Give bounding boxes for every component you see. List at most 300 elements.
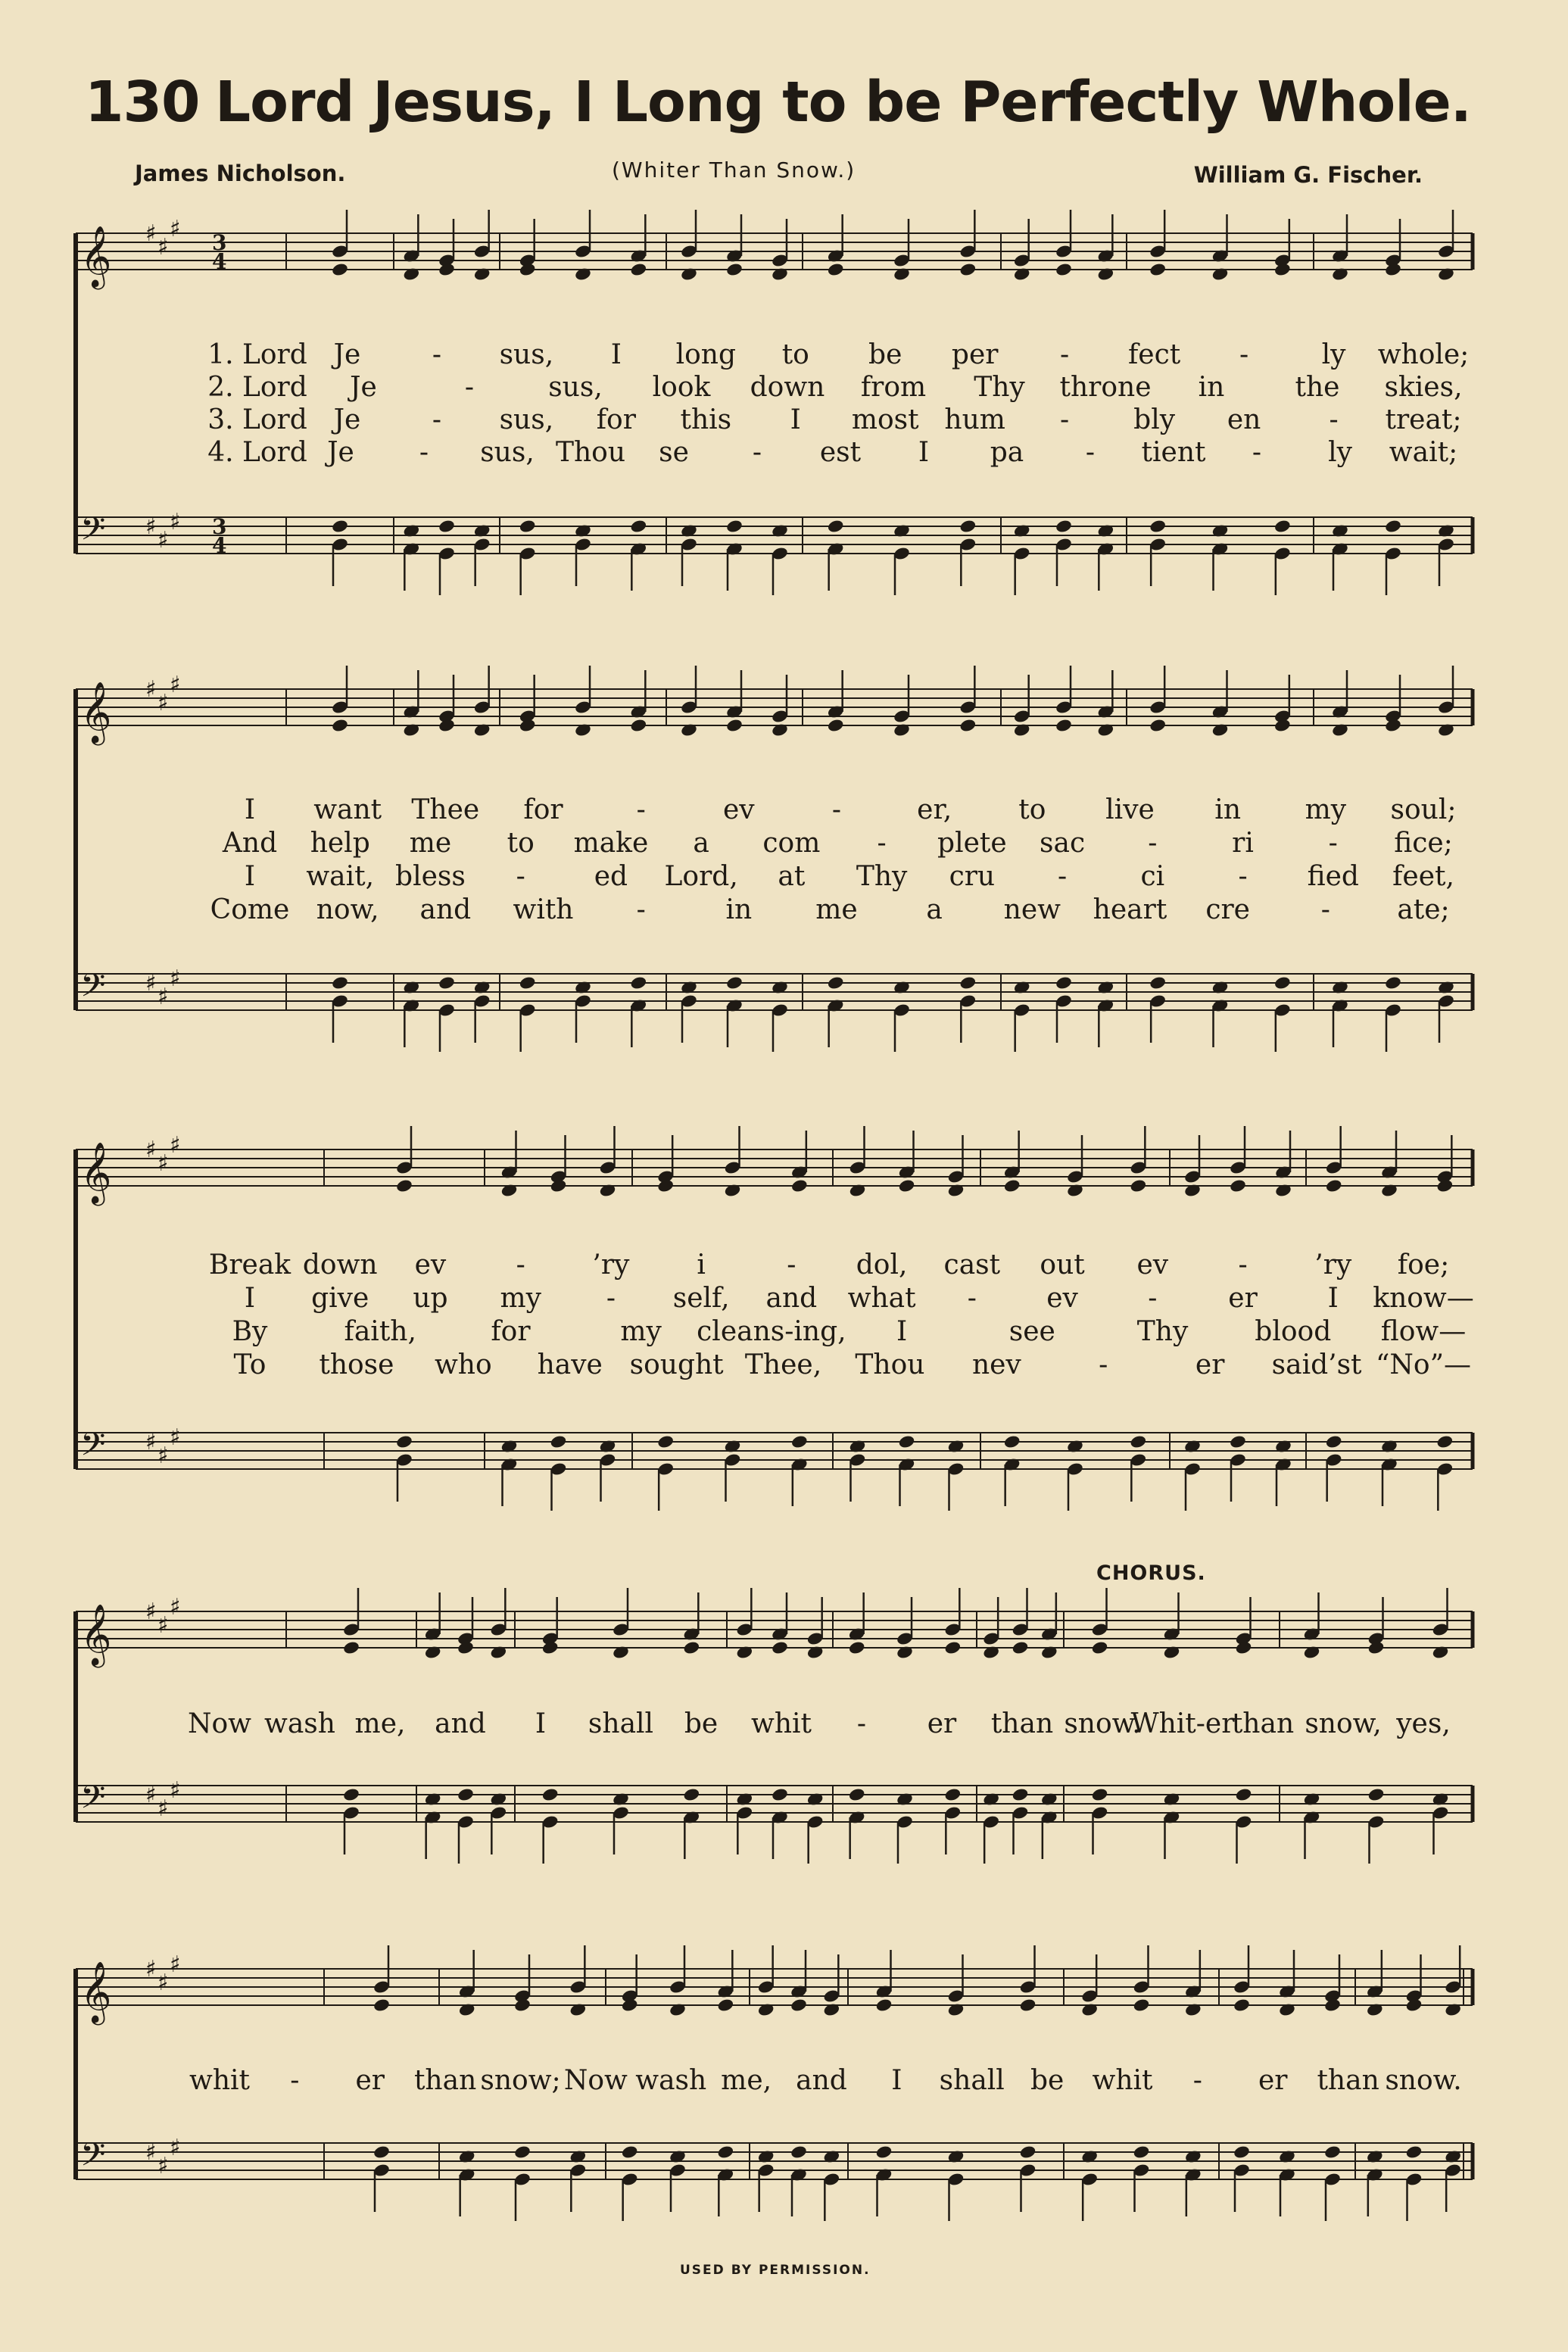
lyric-syllable: me, xyxy=(721,2065,772,2096)
lyric-syllable: I xyxy=(244,861,256,892)
sharp-sign: ♯ xyxy=(170,1777,181,1804)
note-head xyxy=(1325,1178,1343,1193)
lyric-syllable: se xyxy=(659,437,689,468)
lyric-syllable: er, xyxy=(917,794,952,825)
treble-clef-icon: 𝄞 xyxy=(80,1141,112,1203)
note-head xyxy=(875,1998,893,2013)
lyric-syllable: snow. xyxy=(1385,2065,1462,2096)
lyric-syllable: look xyxy=(652,372,711,403)
lyric-syllable: to xyxy=(507,828,535,859)
sharp-sign: ♯ xyxy=(157,984,169,1010)
lyric-syllable: see xyxy=(1008,1316,1055,1347)
sharp-sign: ♯ xyxy=(170,2135,181,2161)
note-head xyxy=(630,718,648,733)
lyric-syllable: en xyxy=(1227,404,1261,435)
note-head xyxy=(959,975,977,990)
lyric-syllable: and xyxy=(419,894,472,925)
lyric-syllable: ’ry xyxy=(592,1249,630,1280)
lyric-syllable: Thou xyxy=(855,1349,925,1380)
note-head xyxy=(550,1434,568,1449)
lyric-syllable: foe; xyxy=(1397,1249,1450,1280)
lyric-syllable: with xyxy=(513,894,574,925)
note-head xyxy=(630,262,648,277)
treble-staff xyxy=(76,1611,1473,1648)
lyric-syllable: - xyxy=(787,1249,796,1280)
note-head xyxy=(1003,1434,1021,1449)
lyric-syllable: Je xyxy=(333,404,361,435)
bass-staff xyxy=(76,1433,1473,1469)
lyric-syllable: ev xyxy=(1136,1249,1169,1280)
lyric-line xyxy=(0,794,1568,828)
lyric-syllable: give xyxy=(311,1283,369,1314)
lyric-syllable: know— xyxy=(1373,1283,1474,1314)
lyric-syllable: 4. Lord xyxy=(207,437,307,468)
lyric-line xyxy=(0,2065,1568,2098)
lyric-syllable: ed xyxy=(594,861,628,892)
bass-clef-icon: 𝄢 xyxy=(80,967,106,1012)
lyric-syllable: cre xyxy=(1205,894,1250,925)
note-head xyxy=(771,1640,789,1655)
lyric-syllable: 2. Lord xyxy=(207,372,307,403)
treble-staff xyxy=(76,1969,1473,2005)
lyric-syllable: I xyxy=(891,2065,902,2096)
lyric-syllable: ev xyxy=(1046,1283,1078,1314)
note-head xyxy=(848,1640,866,1655)
lyric-line xyxy=(0,1283,1568,1316)
bass-clef-icon: 𝄢 xyxy=(80,510,106,556)
lyric-syllable: up xyxy=(413,1283,448,1314)
lyric-syllable: sus, xyxy=(499,339,554,370)
lyric-syllable: er xyxy=(927,1708,957,1739)
sharp-sign: ♯ xyxy=(157,1612,169,1639)
lyric-syllable: er xyxy=(355,2065,385,2096)
sharp-sign: ♯ xyxy=(145,513,157,540)
lyric-syllable: - xyxy=(1329,404,1339,435)
note-head xyxy=(342,1787,360,1802)
lyric-syllable: at xyxy=(778,861,806,892)
lyric-syllable: Je xyxy=(350,372,377,403)
lyric-syllable: - xyxy=(1057,861,1068,892)
lyric-syllable: new xyxy=(1003,894,1061,925)
sharp-sign: ♯ xyxy=(157,2153,169,2179)
lyric-syllable: - xyxy=(290,2065,300,2096)
lyric-syllable: sus, xyxy=(548,372,603,403)
lyric-syllable: than xyxy=(1231,1708,1295,1739)
bass-staff xyxy=(76,2143,1473,2179)
lyric-syllable: - xyxy=(877,828,887,859)
note-head xyxy=(1233,1998,1251,2013)
lyric-syllable: er xyxy=(1228,1283,1258,1314)
lyric-syllable: and xyxy=(435,1708,486,1739)
lyric-line xyxy=(0,861,1568,894)
lyric-syllable: - xyxy=(636,894,646,925)
lyric-syllable: com xyxy=(762,828,821,859)
lyric-line xyxy=(0,894,1568,928)
note-head xyxy=(1367,1787,1386,1802)
note-head xyxy=(1055,975,1073,990)
tune-name: (Whiter Than Snow.) xyxy=(612,158,856,182)
note-head xyxy=(827,718,845,733)
lyric-line xyxy=(0,1708,1568,1742)
lyric-syllable: - xyxy=(1148,828,1158,859)
lyric-syllable: most xyxy=(851,404,919,435)
lyric-syllable: help xyxy=(310,828,370,859)
note-head xyxy=(541,1787,560,1802)
note-head xyxy=(1149,718,1167,733)
lyric-syllable: a xyxy=(693,828,709,859)
note-head xyxy=(656,1434,675,1449)
note-head xyxy=(457,1787,475,1802)
note-head xyxy=(373,1998,391,2013)
lyric-syllable: feet, xyxy=(1392,861,1454,892)
sharp-sign: ♯ xyxy=(145,1782,157,1808)
lyric-syllable: - xyxy=(419,437,429,468)
note-head xyxy=(1019,2145,1037,2160)
lyric-syllable: dol, xyxy=(856,1249,908,1280)
permission-note: USED BY PERMISSION. xyxy=(680,2263,871,2278)
author-credit: James Nicholson. xyxy=(135,161,346,186)
note-head xyxy=(725,262,743,277)
lyric-syllable: I xyxy=(610,339,622,370)
note-head xyxy=(959,262,977,277)
lyric-syllable: snow, xyxy=(1305,1708,1382,1739)
lyric-syllable: my xyxy=(500,1283,541,1314)
lyric-syllable: Je xyxy=(327,437,354,468)
lyric-syllable: shall xyxy=(588,1708,654,1739)
lyric-syllable: Thee, xyxy=(744,1349,822,1380)
note-head xyxy=(395,1434,413,1449)
lyric-syllable: than xyxy=(990,1708,1054,1739)
lyric-syllable: snow; xyxy=(480,2065,561,2096)
note-head xyxy=(771,1787,789,1802)
lyric-syllable: - xyxy=(606,1283,616,1314)
lyric-syllable: - xyxy=(1239,339,1249,370)
lyric-syllable: Break xyxy=(208,1249,291,1280)
note-head xyxy=(519,975,537,990)
note-head xyxy=(790,1434,809,1449)
sharp-sign: ♯ xyxy=(170,216,181,242)
lyric-syllable: I xyxy=(244,794,256,825)
lyric-syllable: bless xyxy=(395,861,466,892)
sharp-sign: ♯ xyxy=(157,527,169,554)
bass-staff xyxy=(76,974,1473,1010)
lyric-syllable: than xyxy=(1317,2065,1379,2096)
lyric-syllable: I xyxy=(1327,1283,1339,1314)
sharp-sign: ♯ xyxy=(170,1594,181,1621)
lyric-syllable: i xyxy=(697,1249,706,1280)
sharp-sign: ♯ xyxy=(145,2139,157,2166)
lyric-syllable: - xyxy=(1328,828,1338,859)
sharp-sign: ♯ xyxy=(170,509,181,535)
lyric-syllable: be xyxy=(868,339,902,370)
lyric-syllable: - xyxy=(967,1283,977,1314)
lyric-syllable: live xyxy=(1105,794,1155,825)
note-head xyxy=(373,2145,391,2160)
lyric-syllable: throne xyxy=(1059,372,1152,403)
sharp-sign: ♯ xyxy=(170,1424,181,1451)
lyric-syllable: Thy xyxy=(1136,1316,1189,1347)
lyric-syllable: Thee xyxy=(411,794,480,825)
time-sig-top: 3 xyxy=(212,514,227,539)
note-head xyxy=(1384,519,1402,534)
lyric-syllable: wait; xyxy=(1389,437,1458,468)
lyric-syllable: - xyxy=(432,339,442,370)
lyric-line xyxy=(0,1349,1568,1383)
lyric-line xyxy=(0,339,1568,373)
note-head xyxy=(1019,1998,1037,2013)
lyric-syllable: I xyxy=(790,404,801,435)
note-head xyxy=(519,519,537,534)
note-head xyxy=(1405,2145,1423,2160)
note-head xyxy=(438,519,456,534)
lyric-syllable: sus, xyxy=(499,404,554,435)
lyric-syllable: cast xyxy=(943,1249,1001,1280)
sharp-sign: ♯ xyxy=(145,1599,157,1625)
sharp-sign: ♯ xyxy=(157,1150,169,1177)
lyric-syllable: - xyxy=(1060,404,1070,435)
lyric-syllable: out xyxy=(1040,1249,1085,1280)
lyric-syllable: fied xyxy=(1307,861,1359,892)
note-head xyxy=(1055,262,1073,277)
sharp-sign: ♯ xyxy=(145,676,157,703)
note-head xyxy=(342,1640,360,1655)
lyric-syllable: long xyxy=(675,339,737,370)
lyric-syllable: I xyxy=(535,1708,547,1739)
lyric-syllable: those xyxy=(319,1349,394,1380)
lyric-syllable: - xyxy=(831,794,842,825)
time-sig-bottom: 4 xyxy=(212,249,227,274)
lyric-syllable: for xyxy=(523,794,563,825)
note-head xyxy=(898,1434,916,1449)
note-head xyxy=(331,519,349,534)
hymn-number: 130 xyxy=(85,70,200,135)
sharp-sign: ♯ xyxy=(157,234,169,260)
lyric-syllable: to xyxy=(1018,794,1046,825)
lyric-syllable: “No”— xyxy=(1376,1349,1471,1380)
lyric-syllable: By xyxy=(232,1316,268,1347)
lyric-syllable: ri xyxy=(1232,828,1254,859)
note-head xyxy=(1149,975,1167,990)
note-head xyxy=(875,2145,893,2160)
lyric-syllable: down xyxy=(302,1249,378,1280)
lyric-syllable: who xyxy=(434,1349,492,1380)
lyric-syllable: whit xyxy=(189,2065,250,2096)
note-head xyxy=(944,1787,962,1802)
note-head xyxy=(1149,519,1167,534)
lyric-syllable: than xyxy=(413,2065,477,2096)
note-head xyxy=(1130,1178,1148,1193)
lyric-syllable: soul; xyxy=(1390,794,1457,825)
hymn-title: Lord Jesus, I Long to be Perfectly Whole. xyxy=(215,70,1471,135)
lyric-syllable: - xyxy=(636,794,646,825)
note-head xyxy=(725,519,743,534)
sharp-sign: ♯ xyxy=(145,220,157,247)
note-head xyxy=(621,2145,639,2160)
note-head xyxy=(1149,262,1167,277)
note-head xyxy=(331,975,349,990)
note-head xyxy=(1323,2145,1342,2160)
lyric-syllable: ly xyxy=(1321,339,1346,370)
lyric-syllable: ci xyxy=(1140,861,1165,892)
note-head xyxy=(331,718,349,733)
lyric-syllable: - xyxy=(1192,2065,1202,2096)
note-head xyxy=(630,519,648,534)
note-head xyxy=(1055,718,1073,733)
note-head xyxy=(1273,519,1292,534)
lyric-syllable: fice; xyxy=(1394,828,1453,859)
lyric-syllable: whole; xyxy=(1377,339,1470,370)
lyric-syllable: faith, xyxy=(344,1316,416,1347)
time-sig-top: 3 xyxy=(212,230,227,255)
note-head xyxy=(630,975,648,990)
lyric-syllable: 1. Lord xyxy=(207,339,307,370)
bass-clef-icon: 𝄢 xyxy=(80,2136,106,2182)
note-head xyxy=(790,1178,809,1193)
lyric-syllable: Whit-er xyxy=(1130,1708,1235,1739)
note-head xyxy=(683,1640,701,1655)
lyric-syllable: cru xyxy=(949,861,996,892)
lyric-syllable: per xyxy=(951,339,999,370)
lyric-syllable: to xyxy=(781,339,809,370)
lyric-syllable: - xyxy=(1252,437,1262,468)
lyric-syllable: my xyxy=(1305,794,1347,825)
lyric-syllable: in xyxy=(1214,794,1242,825)
lyric-syllable: ly xyxy=(1328,437,1352,468)
lyric-syllable: said’st xyxy=(1271,1349,1362,1380)
lyric-syllable: now, xyxy=(316,894,379,925)
lyric-syllable: I xyxy=(918,437,930,468)
lyric-syllable: ev xyxy=(414,1249,447,1280)
lyric-syllable: for xyxy=(596,404,636,435)
lyric-syllable: shall xyxy=(939,2065,1005,2096)
sharp-sign: ♯ xyxy=(170,965,181,992)
lyric-syllable: - xyxy=(1148,1283,1158,1314)
note-head xyxy=(683,1787,701,1802)
lyric-syllable: wash xyxy=(264,1708,335,1739)
lyric-syllable: have xyxy=(537,1349,603,1380)
lyric-syllable: tient xyxy=(1141,437,1206,468)
note-head xyxy=(1091,1787,1109,1802)
lyric-syllable: for xyxy=(491,1316,531,1347)
lyric-syllable: wash xyxy=(635,2065,707,2096)
note-head xyxy=(1055,519,1073,534)
note-head xyxy=(1003,1178,1021,1193)
note-head xyxy=(790,2145,808,2160)
lyric-syllable: - xyxy=(432,404,442,435)
treble-clef-icon: 𝄞 xyxy=(80,1961,112,2023)
lyric-syllable: - xyxy=(752,437,762,468)
sharp-sign: ♯ xyxy=(157,1443,169,1469)
lyric-syllable: - xyxy=(464,372,475,403)
lyric-syllable: sus, xyxy=(480,437,535,468)
time-sig-bottom: 4 xyxy=(212,533,227,558)
lyric-syllable: er xyxy=(1258,2065,1288,2096)
lyric-syllable: make xyxy=(573,828,649,859)
lyric-syllable: ev xyxy=(723,794,755,825)
lyric-syllable: - xyxy=(1320,894,1330,925)
note-head xyxy=(898,1178,916,1193)
sharp-sign: ♯ xyxy=(145,1137,157,1163)
sharp-sign: ♯ xyxy=(170,1132,181,1159)
sharp-sign: ♯ xyxy=(157,690,169,716)
note-head xyxy=(717,1998,735,2013)
lyric-syllable: in xyxy=(1198,372,1225,403)
note-head xyxy=(717,2145,735,2160)
lyric-syllable: - xyxy=(1085,437,1096,468)
sharp-sign: ♯ xyxy=(170,672,181,698)
lyric-line xyxy=(0,1249,1568,1283)
note-head xyxy=(1133,2145,1151,2160)
lyric-syllable: whit xyxy=(1092,2065,1153,2096)
lyric-syllable: sought xyxy=(629,1349,724,1380)
sharp-sign: ♯ xyxy=(170,1951,181,1978)
lyric-syllable: from xyxy=(860,372,927,403)
lyric-syllable: treat; xyxy=(1385,404,1462,435)
treble-staff xyxy=(76,1149,1473,1186)
treble-clef-icon: 𝄞 xyxy=(80,225,112,287)
note-head xyxy=(1273,975,1292,990)
lyric-syllable: - xyxy=(516,861,525,892)
lyric-syllable: Now xyxy=(563,2065,628,2096)
lyric-syllable: est xyxy=(819,437,862,468)
note-head xyxy=(1325,1434,1343,1449)
lyric-syllable: a xyxy=(926,894,943,925)
lyric-syllable: the xyxy=(1295,372,1340,403)
note-head xyxy=(827,519,845,534)
lyric-syllable: bly xyxy=(1133,404,1176,435)
lyric-syllable: this xyxy=(680,404,732,435)
lyric-syllable: fect xyxy=(1127,339,1181,370)
note-head xyxy=(1384,975,1402,990)
lyric-line xyxy=(0,437,1568,470)
chorus-label: CHORUS. xyxy=(1096,1561,1206,1585)
lyric-syllable: er xyxy=(1195,1349,1225,1380)
note-head xyxy=(395,1178,413,1193)
lyric-syllable: - xyxy=(1099,1349,1108,1380)
lyric-syllable: cleans-ing, xyxy=(697,1316,846,1347)
lyric-syllable: ate; xyxy=(1397,894,1450,925)
note-head xyxy=(959,519,977,534)
lyric-syllable: Thou xyxy=(555,437,626,468)
sharp-sign: ♯ xyxy=(157,1795,169,1822)
note-head xyxy=(1012,1787,1030,1802)
note-head xyxy=(1091,1640,1109,1655)
lyric-syllable: 3. Lord xyxy=(207,404,307,435)
lyric-syllable: flow— xyxy=(1380,1316,1467,1347)
lyric-syllable: wait, xyxy=(306,861,375,892)
lyric-syllable: and xyxy=(765,1283,818,1314)
note-head xyxy=(1130,1434,1148,1449)
lyric-syllable: what xyxy=(847,1283,916,1314)
lyric-syllable: me xyxy=(409,828,452,859)
note-head xyxy=(848,1787,866,1802)
lyric-line xyxy=(0,404,1568,438)
bass-clef-icon: 𝄢 xyxy=(80,1779,106,1824)
note-head xyxy=(827,262,845,277)
lyric-syllable: - xyxy=(516,1249,525,1280)
lyric-syllable: want xyxy=(313,794,382,825)
lyric-syllable: Lord, xyxy=(664,861,738,892)
sharp-sign: ♯ xyxy=(145,1956,157,1982)
lyric-syllable: be xyxy=(1030,2065,1065,2096)
lyric-syllable: And xyxy=(222,828,278,859)
note-head xyxy=(725,718,743,733)
lyric-syllable: hum xyxy=(944,404,1005,435)
lyric-syllable: blood xyxy=(1255,1316,1332,1347)
note-head xyxy=(1229,1178,1247,1193)
note-head xyxy=(1012,1640,1030,1655)
note-head xyxy=(1229,1434,1247,1449)
